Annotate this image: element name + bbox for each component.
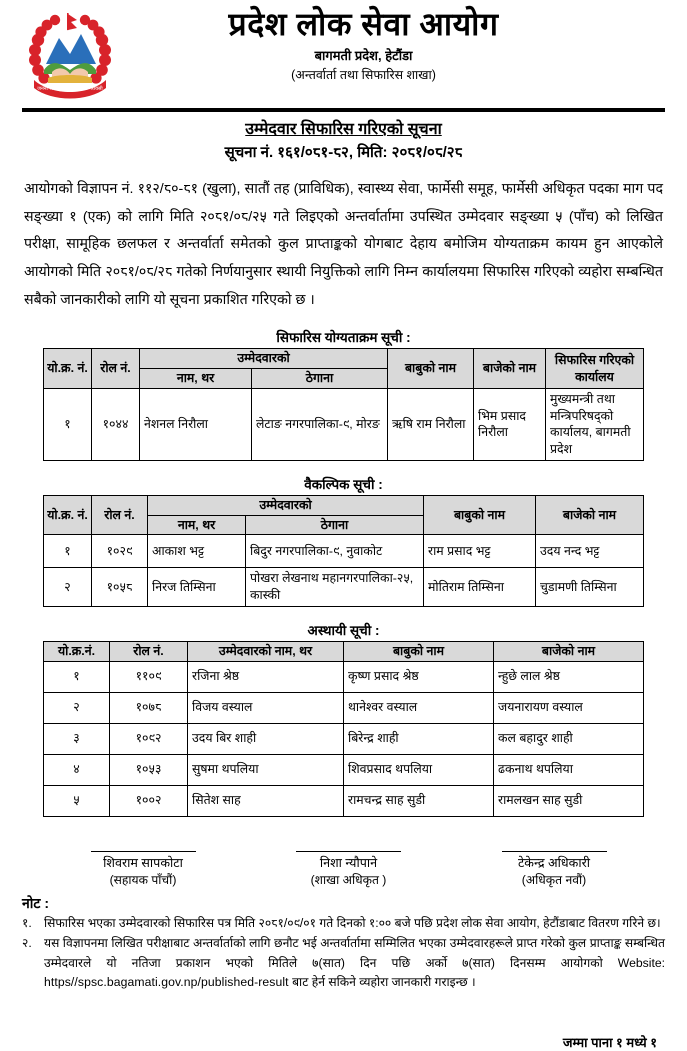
th-merit-no: यो.क्र.नं. — [44, 641, 110, 661]
cell-father-name: शिवप्रसाद थपलिया — [344, 754, 494, 785]
cell-grandfather-name: भिम प्रसाद निरौला — [474, 388, 546, 460]
organization-title: प्रदेश लोक सेवा आयोग — [228, 6, 499, 42]
table-row — [44, 785, 644, 816]
cell-merit-no: ५ — [44, 785, 110, 816]
signatory-name: शिवराम सापकोटा — [103, 855, 183, 870]
cell-name-surname: सितेश साह — [188, 785, 344, 816]
signature-line — [296, 851, 401, 852]
th-name-surname: नाम, थर — [140, 369, 252, 389]
cell-roll-no: ११०९ — [110, 661, 188, 692]
signatory-post: (शाखा अधिकृत ) — [310, 872, 387, 887]
th-father-name: बाबुको नाम — [344, 641, 494, 661]
cell-roll-no: १०५८ — [92, 568, 148, 606]
svg-text:जननी जन्मभूमिश्च स्वर्गादपि गर: जननी जन्मभूमिश्च स्वर्गादपि गरीयसी — [37, 86, 103, 92]
temporary-list-table — [43, 641, 644, 817]
cell-roll-no: १०९२ — [110, 723, 188, 754]
notes-heading: नोट : — [22, 894, 50, 911]
th-address: ठेगाना — [252, 369, 388, 389]
cell-father-name: थानेश्वर वस्याल — [344, 692, 494, 723]
cell-name-surname: सुषमा थपलिया — [188, 754, 344, 785]
cell-father-name: राम प्रसाद भट्ट — [424, 535, 536, 568]
alternative-list-table — [43, 495, 644, 607]
th-father-name: बाबुको नाम — [424, 495, 536, 534]
note-text-after: बाट हेर्न सकिने व्यहोरा जानकारी गराइन्छ । — [292, 975, 476, 990]
th-grandfather-name: बाजेको नाम — [536, 495, 644, 534]
cell-grandfather-name: रामलखन साह सुडी — [494, 785, 644, 816]
cell-name-surname: विजय वस्याल — [188, 692, 344, 723]
note-text — [44, 934, 665, 993]
document-header — [0, 0, 687, 104]
th-name-surname: उम्मेदवारको नाम, थर — [188, 641, 344, 661]
note-text: सिफारिस भएका उम्मेदवारको सिफारिस पत्र मिति २०८१/०९/०१ गते दिनको १:०० बजे पछि प्रदेश लोक सेवा आयोग, हेटौंडाबाट वितरण गरिने छ। — [44, 915, 661, 930]
th-roll-no: रोल नं. — [92, 349, 140, 388]
notice-number-date: सूचना नं. १६१/०८१-८२, मिति: २०८१/०८/२८ — [224, 144, 463, 161]
table1-caption: सिफारिस योग्यताक्रम सूची : — [276, 330, 411, 346]
th-name-surname: नाम, थर — [148, 515, 246, 535]
note-text-before: यस विज्ञापनमा लिखित परीक्षाबाट अन्तर्वार्ताको लागि छनौट भई अन्तर्वार्तामा सम्मिलित भएका उम्मेदवारहरूले प्राप्त गरेको कुल प्राप्ताङ्क सम्बन्धित उम्मेदवारले यो नतिजा प्रकाशन भएको मितिले ७(सात) दिन पछि अर्को ७(सात) दिनसम्म आयोगको Website: — [44, 936, 665, 970]
signatory-post: (अधिकृत नवौं) — [521, 872, 587, 887]
note-number: २. — [22, 936, 32, 951]
table-row — [44, 692, 644, 723]
cell-roll-no: १०७८ — [110, 692, 188, 723]
cell-grandfather-name: ढकनाथ थपलिया — [494, 754, 644, 785]
table3-header-row — [44, 641, 644, 661]
note-number: १. — [22, 915, 32, 930]
cell-merit-no: १ — [44, 661, 110, 692]
cell-name-surname: निरज तिम्सिना — [148, 568, 246, 606]
nepal-national-emblem-icon — [26, 8, 114, 100]
signature-block-3 — [469, 851, 639, 888]
cell-grandfather-name: जयनारायण वस्याल — [494, 692, 644, 723]
th-grandfather-name: बाजेको नाम — [494, 641, 644, 661]
cell-recommended-office: मुख्यमन्त्री तथा मन्त्रिपरिषद्को कार्यालय, बागमती प्रदेश — [546, 388, 644, 460]
recommendation-merit-table — [43, 348, 644, 460]
note-item-2 — [22, 934, 665, 993]
signature-block-1 — [58, 851, 228, 888]
cell-name-surname: आकाश भट्ट — [148, 535, 246, 568]
result-website-url[interactable]: https//spsc.bagamati.gov.np/published-result — [44, 975, 289, 990]
cell-roll-no: १०४४ — [92, 388, 140, 460]
cell-name-surname: उदय बिर शाही — [188, 723, 344, 754]
cell-grandfather-name: चुडामणी तिम्सिना — [536, 568, 644, 606]
cell-roll-no: १०५३ — [110, 754, 188, 785]
cell-grandfather-name: न्हुछे लाल श्रेष्ठ — [494, 661, 644, 692]
cell-merit-no: ३ — [44, 723, 110, 754]
signature-block-2 — [264, 851, 434, 888]
cell-grandfather-name: कल बहादुर शाही — [494, 723, 644, 754]
cell-father-name: रामचन्द्र साह सुडी — [344, 785, 494, 816]
cell-address: बिदुर नगरपालिका-९, नुवाकोट — [246, 535, 424, 568]
cell-merit-no: १ — [44, 535, 92, 568]
header-divider — [22, 108, 665, 112]
cell-merit-no: २ — [44, 692, 110, 723]
th-address: ठेगाना — [246, 515, 424, 535]
th-merit-no: यो.क्र. नं. — [44, 495, 92, 534]
cell-father-name: मोतिराम तिम्सिना — [424, 568, 536, 606]
table3-caption: अस्थायी सूची : — [307, 622, 380, 638]
notice-body-paragraph: आयोगको विज्ञापन नं. ११२/८०-८१ (खुला), सातौं तह (प्राविधिक), स्वास्थ्य सेवा, फार्मेसी समूह, फार्मेसी अधिकृत पदका माग पद सङ्ख्या १ (एक) को लागि मिति २०८१/०८/२५ गते लिइएको अन्तर्वार्तामा उपस्थित उम्मेदवार सङ्ख्या ५ (पाँच) को लिखित परीक्षा, सामूहिक छलफल र अन्तर्वार्ता समेतको कुल प्राप्ताङ्कको योगबाट देहाय बमोजिम योग्यताक्रम कायम हुन आएकोले आयोगको मिति २०८१/०८/२८ गतेको निर्णयानुसार स्थायी नियुक्तिको लागि निम्न कार्यालयमा सिफारिस गरिएको व्यहोरा सम्बन्धित सबैको जानकारीको लागि यो सूचना प्रकाशित गरिएको छ । — [24, 181, 663, 308]
signature-line — [91, 851, 196, 852]
table-row — [44, 661, 644, 692]
cell-father-name: बिरेन्द्र शाही — [344, 723, 494, 754]
cell-grandfather-name: उदय नन्द भट्ट — [536, 535, 644, 568]
table2-caption: वैकल्पिक सूची : — [304, 476, 383, 492]
table-row — [44, 754, 644, 785]
cell-address: पोखरा लेखनाथ महानगरपालिका-२५, कास्की — [246, 568, 424, 606]
organization-province: बागमती प्रदेश, हेटौंडा — [314, 47, 413, 63]
cell-roll-no: १०२९ — [92, 535, 148, 568]
cell-merit-no: ४ — [44, 754, 110, 785]
cell-father-name: ऋषि राम निरौला — [388, 388, 474, 460]
table-row — [44, 535, 644, 568]
th-merit-no: यो.क्र. नं. — [44, 349, 92, 388]
signature-row — [58, 851, 639, 888]
table1-header-row-1 — [44, 349, 644, 369]
table-row — [44, 568, 644, 606]
cell-address: लेटाङ नगरपालिका-९, मोरङ — [252, 388, 388, 460]
th-grandfather-name: बाजेको नाम — [474, 349, 546, 388]
cell-father-name: कृष्ण प्रसाद श्रेष्ठ — [344, 661, 494, 692]
th-roll-no: रोल नं. — [92, 495, 148, 534]
table-row — [44, 388, 644, 460]
organization-branch: (अन्तर्वार्ता तथा सिफारिस शाखा) — [291, 67, 436, 82]
page-count-footer: जम्मा पाना १ मध्ये १ — [562, 1034, 657, 1050]
signatory-name: निशा न्यौपाने — [319, 855, 378, 870]
signatory-name: टेकेन्द्र अधिकारी — [517, 855, 591, 870]
th-candidate-group: उम्मेदवारको — [148, 495, 424, 515]
signatory-post: (सहायक पाँचौं) — [109, 872, 177, 887]
th-father-name: बाबुको नाम — [388, 349, 474, 388]
table2-header-row-1 — [44, 495, 644, 515]
cell-name-surname: रजिना श्रेष्ठ — [188, 661, 344, 692]
notes-list — [22, 914, 665, 993]
signature-line — [502, 851, 607, 852]
cell-name-surname: नेशनल निरौला — [140, 388, 252, 460]
th-candidate-group: उम्मेदवारको — [140, 349, 388, 369]
th-recommended-office: सिफारिस गरिएको कार्यालय — [546, 349, 644, 388]
th-roll-no: रोल नं. — [110, 641, 188, 661]
cell-merit-no: १ — [44, 388, 92, 460]
cell-roll-no: १००२ — [110, 785, 188, 816]
note-item-1 — [22, 914, 665, 934]
notice-title: उम्मेदवार सिफारिस गरिएको सूचना — [245, 121, 442, 138]
table-row — [44, 723, 644, 754]
cell-merit-no: २ — [44, 568, 92, 606]
